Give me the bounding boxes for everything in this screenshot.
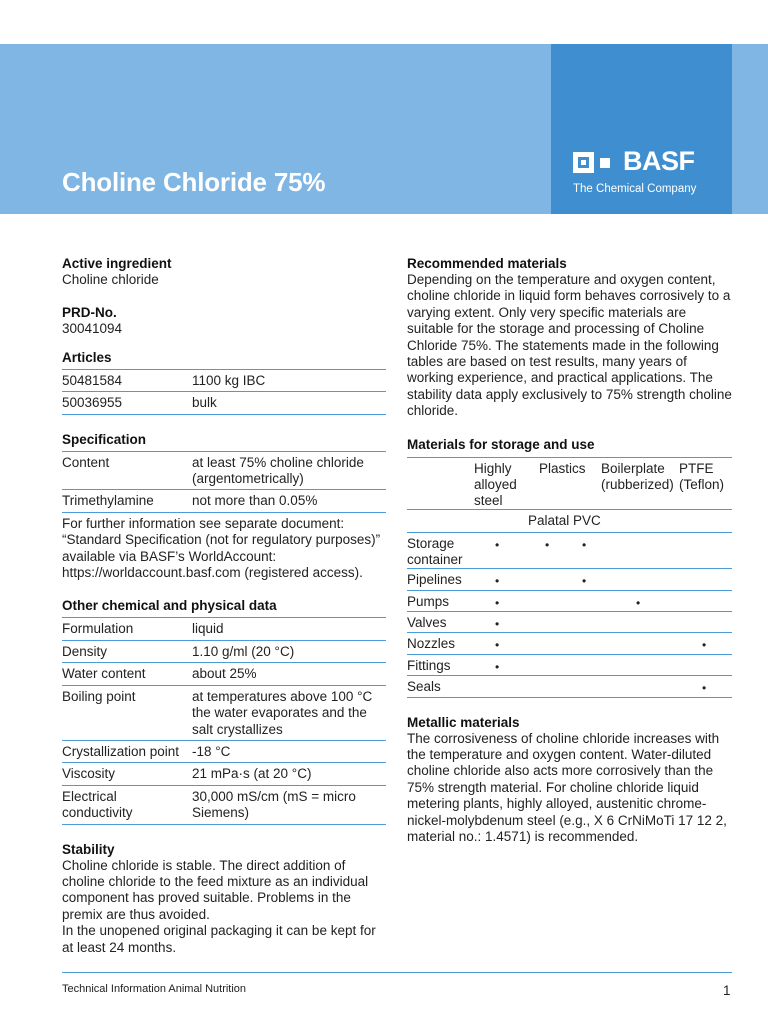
table-row xyxy=(407,655,732,676)
suitable-mark: • xyxy=(582,573,587,588)
table-row xyxy=(62,452,386,491)
row-label: Seals xyxy=(407,678,441,694)
spec-key: Content xyxy=(62,454,110,470)
row-label: Nozzles xyxy=(407,635,456,651)
suitable-mark: • xyxy=(495,537,500,552)
stability-paragraph-2: In the unopened original packaging it can be kept for at least 24 months. xyxy=(62,923,376,955)
stability-paragraph-1: Choline chloride is stable. The direct addition of choline chloride to the feed mixture as an individual component has proved suitable. Problems in the premix are thus avoided. xyxy=(62,857,369,922)
metallic-text: The corrosiveness of choline chloride increases with the temperature and oxygen content. Water-diluted choline chloride also acts more corrosively than the 75% strength material. For choline chloride liquid metering plants, highly alloyed, austenitic chrome-nickel-molybdenum steel (e.g., X 6 CrNiMoTi 17 12 2, material no.: 1.4571) is recommended. xyxy=(407,730,727,845)
specification-table xyxy=(62,451,386,513)
data-key: Viscosity xyxy=(62,766,116,782)
suitable-mark: • xyxy=(702,680,707,695)
data-value: at temperatures above 100 °C the water evaporates and the salt crystallizes xyxy=(192,688,373,737)
table-row xyxy=(407,612,732,633)
data-key: Crystallization point xyxy=(62,743,180,759)
table-row xyxy=(407,633,732,655)
logo-wordmark: BASF xyxy=(623,146,695,176)
footer-divider xyxy=(62,972,732,973)
data-key: Boiling point xyxy=(62,688,136,704)
table-row xyxy=(62,490,386,512)
article-code: 50481584 xyxy=(62,372,123,388)
suitable-mark: • xyxy=(545,537,550,552)
prd-heading: PRD-No. xyxy=(62,305,117,321)
data-value: liquid xyxy=(192,621,224,637)
spec-value: not more than 0.05% xyxy=(192,493,318,509)
spec-note: For further information see separate document: “Standard Specification (not for regulatory purposes)” available via BASF’s WorldAccount: https://worldaccount.basf.com (registered access). xyxy=(62,515,381,581)
left-column xyxy=(62,256,386,956)
suitable-mark: • xyxy=(582,537,587,552)
spec-key: Trimethylamine xyxy=(62,493,154,509)
data-key: Formulation xyxy=(62,621,134,637)
basf-logo xyxy=(551,44,732,214)
table-subheader xyxy=(407,510,732,533)
row-label: Valves xyxy=(407,614,447,630)
suitable-mark: • xyxy=(495,573,500,588)
table-row xyxy=(62,741,386,763)
data-key: Electrical conductivity xyxy=(62,788,133,821)
column-header: Boilerplate (rubberized) xyxy=(601,460,674,493)
row-label: Pumps xyxy=(407,593,450,609)
articles-heading: Articles xyxy=(62,349,112,365)
table-header xyxy=(407,458,732,510)
column-header: Highly alloyed steel xyxy=(474,460,517,509)
articles-table xyxy=(62,369,386,415)
data-value: -18 °C xyxy=(192,743,231,759)
suitable-mark: • xyxy=(702,637,707,652)
data-key: Density xyxy=(62,643,108,659)
table-row xyxy=(407,569,732,591)
suitable-mark: • xyxy=(495,637,500,652)
table-row xyxy=(62,763,386,785)
table-row xyxy=(62,392,386,414)
table-row xyxy=(62,663,386,685)
article-desc: bulk xyxy=(192,395,217,411)
suitable-mark: • xyxy=(495,616,500,631)
column-header: Plastics xyxy=(539,460,586,476)
table-row xyxy=(407,533,732,569)
other-data-heading: Other chemical and physical data xyxy=(62,598,277,614)
spec-value: at least 75% choline chloride (argentometrically) xyxy=(192,454,364,487)
data-value: 1.10 g/ml (20 °C) xyxy=(192,643,295,659)
suitable-mark: • xyxy=(495,659,500,674)
column-subheader: Palatal PVC xyxy=(528,512,601,528)
recommended-heading: Recommended materials xyxy=(407,256,567,271)
row-label: Storage container xyxy=(407,535,463,568)
specification-heading: Specification xyxy=(62,431,147,447)
table-row xyxy=(62,641,386,663)
document-title: Choline Chloride 75% xyxy=(62,167,326,197)
active-ingredient-heading: Active ingredient xyxy=(62,256,172,271)
data-key: Water content xyxy=(62,666,146,682)
row-label: Pipelines xyxy=(407,571,462,587)
table-row xyxy=(62,370,386,392)
materials-heading: Materials for storage and use xyxy=(407,436,595,452)
logo-tagline: The Chemical Company xyxy=(573,183,697,195)
materials-table xyxy=(407,457,732,698)
stability-heading: Stability xyxy=(62,841,115,857)
right-column xyxy=(407,256,732,846)
recommended-text: Depending on the temperature and oxygen content, choline chloride in liquid form behaves corrosively to a varying extent. Only very specific materials are suitable for the storage and processing of Choline Chloride 75%. The statements made in the following tables are based on test results, many years of working experience, and practical applications. The stability data apply exclusively to 75% strength choline chloride. xyxy=(407,272,732,419)
column-header: PTFE (Teflon) xyxy=(679,460,725,493)
prd-value: 30041094 xyxy=(62,321,123,337)
active-ingredient-value: Choline chloride xyxy=(62,272,159,287)
table-row xyxy=(62,686,386,741)
article-desc: 1100 kg IBC xyxy=(192,372,266,388)
footer-text: Technical Information Animal Nutrition xyxy=(62,983,247,995)
data-value: 30,000 mS/cm (mS = micro Siemens) xyxy=(192,788,356,821)
data-value: 21 mPa·s (at 20 °C) xyxy=(192,766,312,782)
page-number: 1 xyxy=(723,983,731,998)
other-data-table xyxy=(62,617,386,824)
row-label: Fittings xyxy=(407,657,451,673)
table-row xyxy=(407,591,732,612)
data-value: about 25% xyxy=(192,666,257,682)
article-code: 50036955 xyxy=(62,395,123,411)
metallic-heading: Metallic materials xyxy=(407,714,520,730)
suitable-mark: • xyxy=(495,595,500,610)
table-row xyxy=(62,786,386,825)
table-row xyxy=(62,618,386,640)
suitable-mark: • xyxy=(636,595,641,610)
table-row xyxy=(407,676,732,698)
